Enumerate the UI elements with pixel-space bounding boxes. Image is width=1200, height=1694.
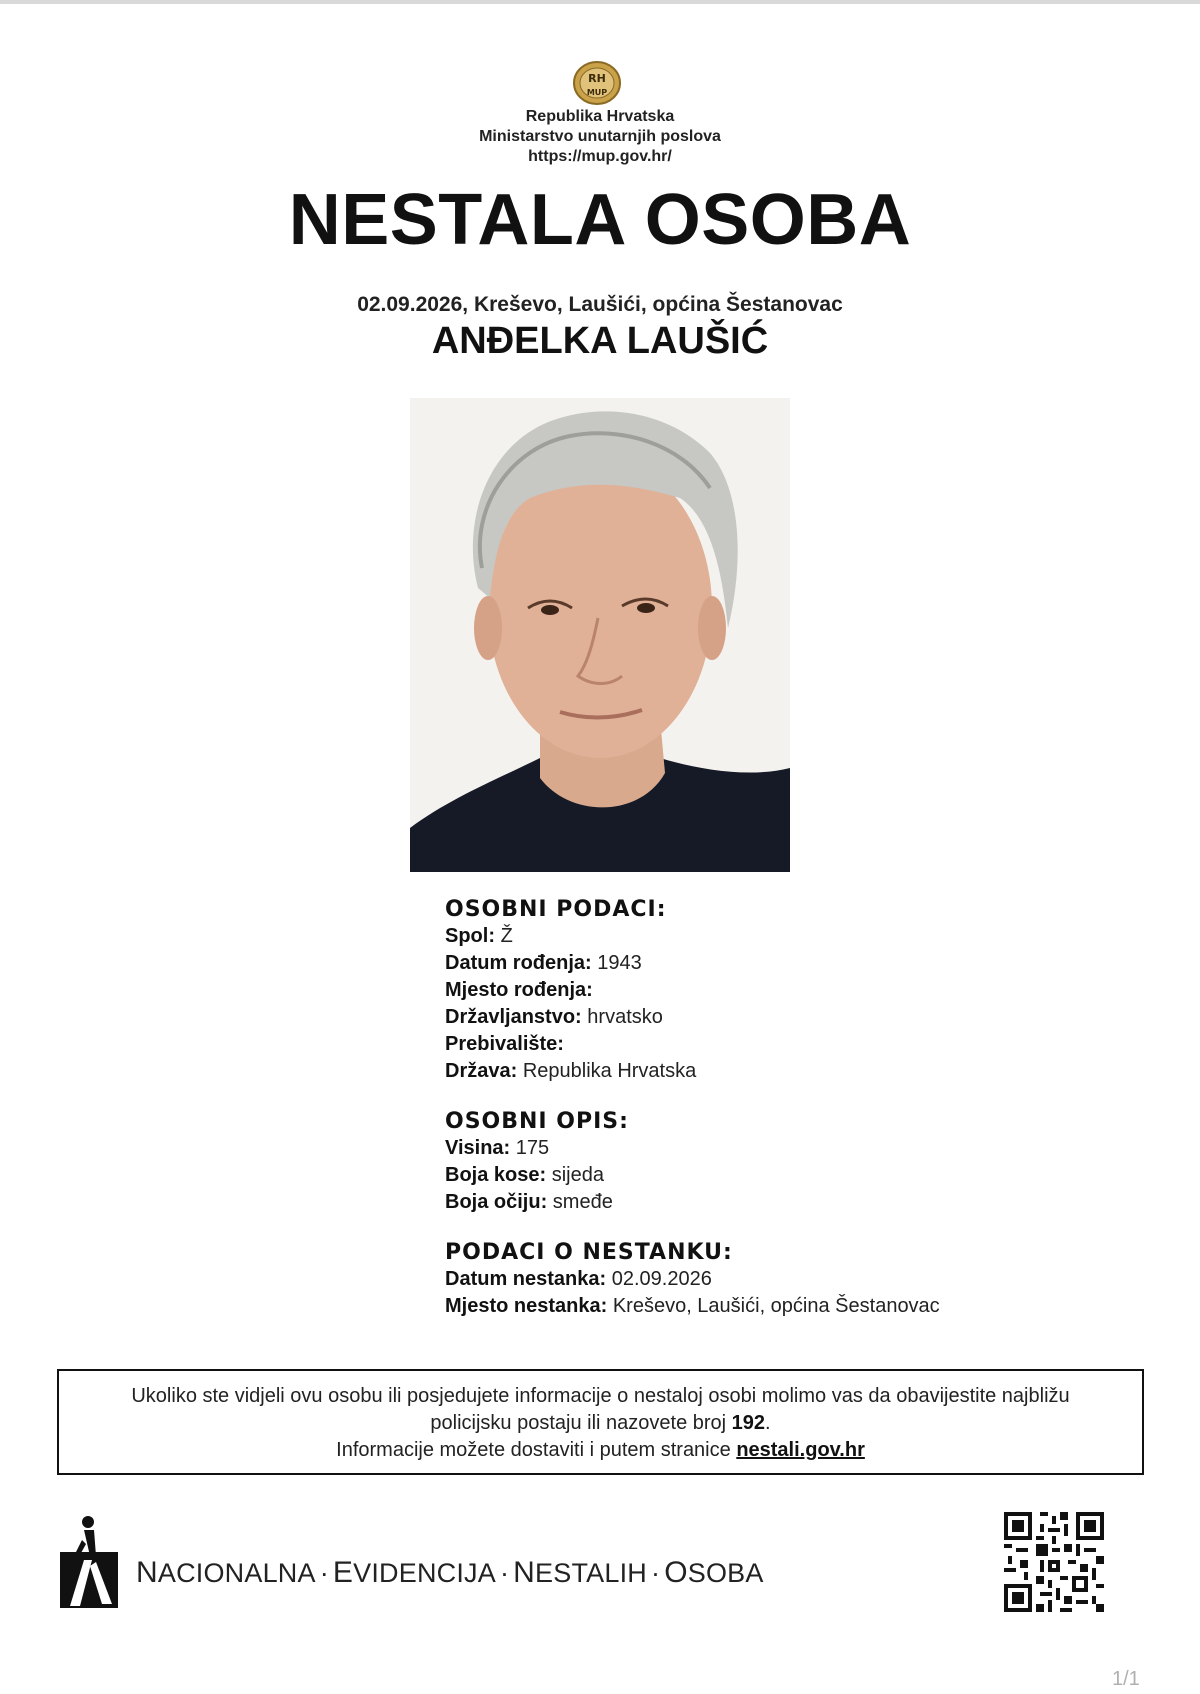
personal-row-residence — [445, 1031, 1065, 1058]
row-value: Kreševo, Laušići, općina Šestanovac — [612, 1295, 940, 1317]
description-row-height — [445, 1135, 1065, 1162]
notice-line-2 — [59, 1410, 1142, 1437]
nestali-link[interactable]: nestali.gov.hr — [736, 1439, 865, 1461]
notice-line-2-end: . — [765, 1412, 771, 1434]
description-heading: OSOBNI OPIS: — [445, 1109, 629, 1134]
row-label: Država: — [445, 1060, 518, 1082]
row-label: Datum nestanka: — [445, 1268, 607, 1290]
notice-line-2-text: policijsku postaju ili nazovete broj — [430, 1412, 732, 1434]
info-block — [445, 896, 1065, 1320]
personal-row-birthdate — [445, 950, 1065, 977]
row-label: Mjesto rođenja: — [445, 979, 593, 1001]
disappearance-heading: PODACI O NESTANKU: — [445, 1240, 733, 1265]
row-label: Prebivalište: — [445, 1033, 564, 1055]
row-value: 02.09.2026 — [611, 1268, 712, 1290]
word-rest: ESTALIH — [535, 1558, 647, 1588]
national-registry-text — [136, 1556, 764, 1590]
notice-line-3-text: Informacije možete dostaviti i putem stranice — [336, 1439, 737, 1461]
disappearance-row-place — [445, 1293, 1065, 1320]
row-value: 1943 — [597, 952, 642, 974]
header-url[interactable]: https://mup.gov.hr/ — [528, 148, 672, 165]
subtitle-date-place: 02.09.2026, Kreševo, Laušići, općina Šestanovac — [357, 293, 843, 316]
top-edge-bar — [0, 0, 1200, 4]
row-value: 175 — [515, 1137, 550, 1159]
row-value: smeđe — [552, 1191, 613, 1213]
personal-row-sex — [445, 923, 1065, 950]
word-initial: N — [136, 1556, 158, 1589]
row-value: sijeda — [551, 1164, 604, 1186]
row-value: Ž — [500, 925, 513, 947]
personal-row-country — [445, 1058, 1065, 1085]
person-name: ANĐELKA LAUŠIĆ — [431, 320, 769, 362]
description-row-hair — [445, 1162, 1065, 1189]
separator: · — [499, 1558, 510, 1588]
row-label: Visina: — [445, 1137, 511, 1159]
row-label: Boja očiju: — [445, 1191, 548, 1213]
page-title: NESTALA OSOBA — [288, 180, 912, 260]
personal-row-citizenship — [445, 1004, 1065, 1031]
row-label: Boja kose: — [445, 1164, 547, 1186]
row-value: hrvatsko — [587, 1006, 663, 1028]
notice-line-3 — [59, 1437, 1142, 1464]
header-ministry: Ministarstvo unutarnjih poslova — [479, 128, 721, 145]
phone-number[interactable]: 192 — [731, 1412, 766, 1434]
separator: · — [319, 1558, 329, 1588]
word-rest: ACIONALNA — [157, 1558, 316, 1588]
row-value: Republika Hrvatska — [522, 1060, 697, 1082]
word-initial: E — [332, 1556, 354, 1589]
word-rest: SOBA — [687, 1558, 764, 1588]
contact-notice-box — [57, 1369, 1144, 1475]
disappearance-row-date — [445, 1266, 1065, 1293]
word-initial: N — [513, 1556, 536, 1589]
description-row-eyes — [445, 1189, 1065, 1216]
qr-code-icon[interactable] — [1004, 1512, 1104, 1612]
row-label: Spol: — [445, 925, 495, 947]
walking-person-logo-icon — [60, 1516, 118, 1608]
emblem-text-bottom: MUP — [586, 88, 608, 97]
row-label: Državljanstvo: — [445, 1006, 582, 1028]
row-label: Mjesto nestanka: — [445, 1295, 608, 1317]
notice-line-1: Ukoliko ste vidjeli ovu osobu ili posjedujete informacije o nestaloj osobi molimo vas da obavijestite najbližu — [131, 1385, 1070, 1407]
emblem-text-top: RH — [588, 72, 606, 85]
row-label: Datum rođenja: — [445, 952, 592, 974]
word-rest: VIDENCIJA — [353, 1558, 496, 1588]
page-number: 1/1 — [1112, 1668, 1140, 1690]
person-photo — [410, 398, 790, 872]
personal-data-heading: OSOBNI PODACI: — [445, 897, 667, 922]
word-initial: O — [664, 1556, 688, 1589]
mup-emblem-icon — [572, 60, 622, 106]
separator: · — [650, 1558, 661, 1588]
personal-row-birthplace — [445, 977, 1065, 1004]
header-country: Republika Hrvatska — [525, 108, 675, 125]
